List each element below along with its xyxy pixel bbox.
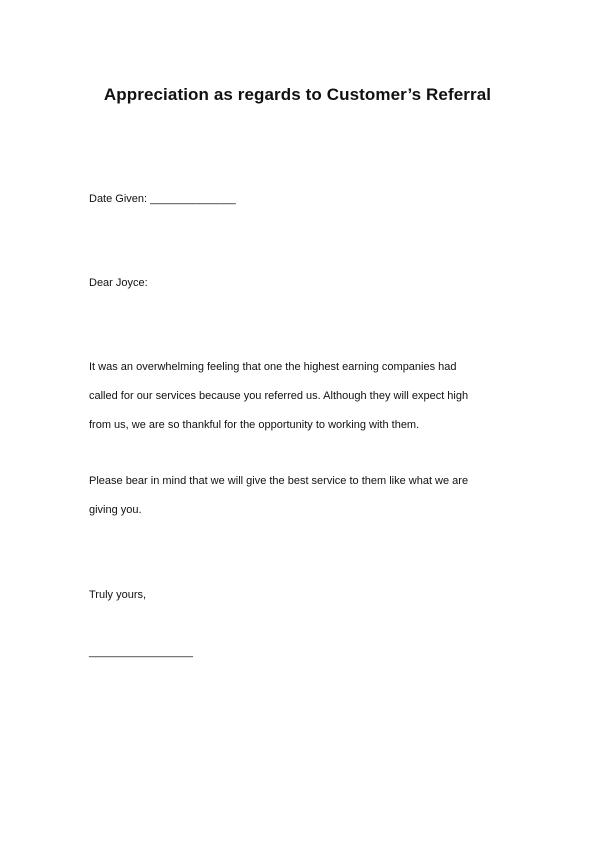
greeting: Dear Joyce:: [89, 277, 148, 289]
paragraph-1-line-2: called for our services because you referred us. Although they will expect high: [89, 390, 469, 402]
signature-line: _________________: [89, 646, 194, 658]
date-line: Date Given: ______________: [89, 193, 236, 205]
paragraph-2-line-2: giving you.: [89, 504, 142, 516]
closing: Truly yours,: [89, 589, 147, 601]
letter-title: Appreciation as regards to Customer’s Referral: [103, 85, 492, 104]
paragraph-1-line-1: It was an overwhelming feeling that one the highest earning companies had: [89, 361, 457, 373]
paragraph-1-line-3: from us, we are so thankful for the opportunity to working with them.: [89, 419, 420, 431]
paragraph-2-line-1: Please bear in mind that we will give the best service to them like what we are: [89, 475, 469, 487]
